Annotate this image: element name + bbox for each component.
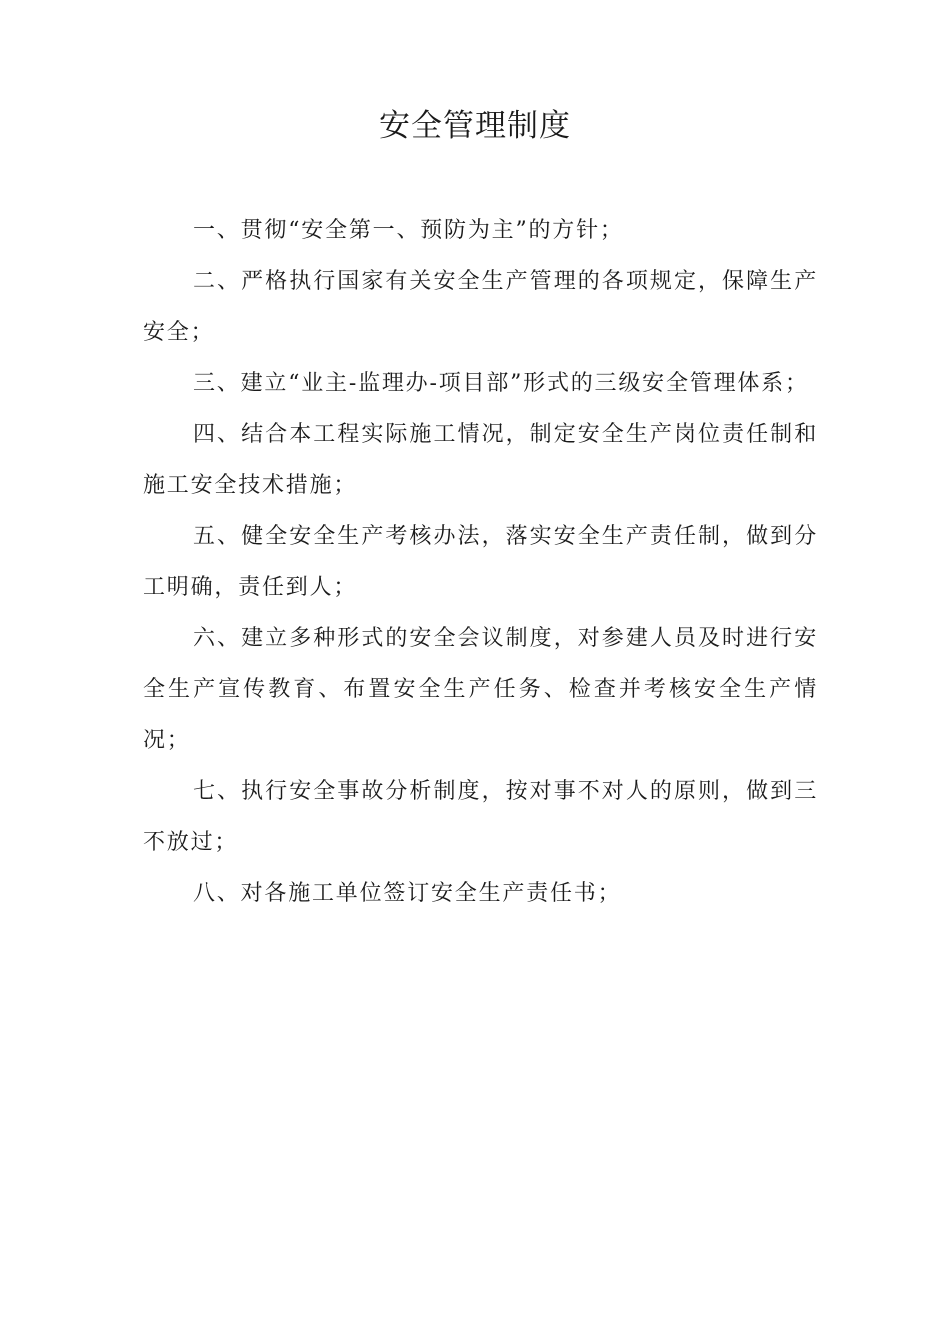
paragraph-7: 七、执行安全事故分析制度，按对事不对人的原则，做到三不放过； [143, 779, 818, 855]
paragraph-8: 八、对各施工单位签订安全生产责任书； [193, 881, 622, 906]
document-body [143, 205, 818, 919]
paragraph-1: 一、贯彻“安全第一、预防为主”的方针； [193, 218, 624, 243]
paragraph-3: 三、建立“业主-监理办-项目部”形式的三级安全管理体系； [193, 371, 809, 396]
paragraph-6: 六、建立多种形式的安全会议制度，对参建人员及时进行安全生产宣传教育、布置安全生产任务、检查并考核安全生产情况； [143, 626, 818, 753]
paragraph-2: 二、严格执行国家有关安全生产管理的各项规定，保障生产安全； [143, 269, 818, 345]
paragraph-4: 四、结合本工程实际施工情况，制定安全生产岗位责任制和施工安全技术措施； [143, 422, 818, 498]
document-title: 安全管理制度 [379, 108, 571, 144]
paragraph-5: 五、健全安全生产考核办法，落实安全生产责任制，做到分工明确，责任到人； [143, 524, 818, 600]
